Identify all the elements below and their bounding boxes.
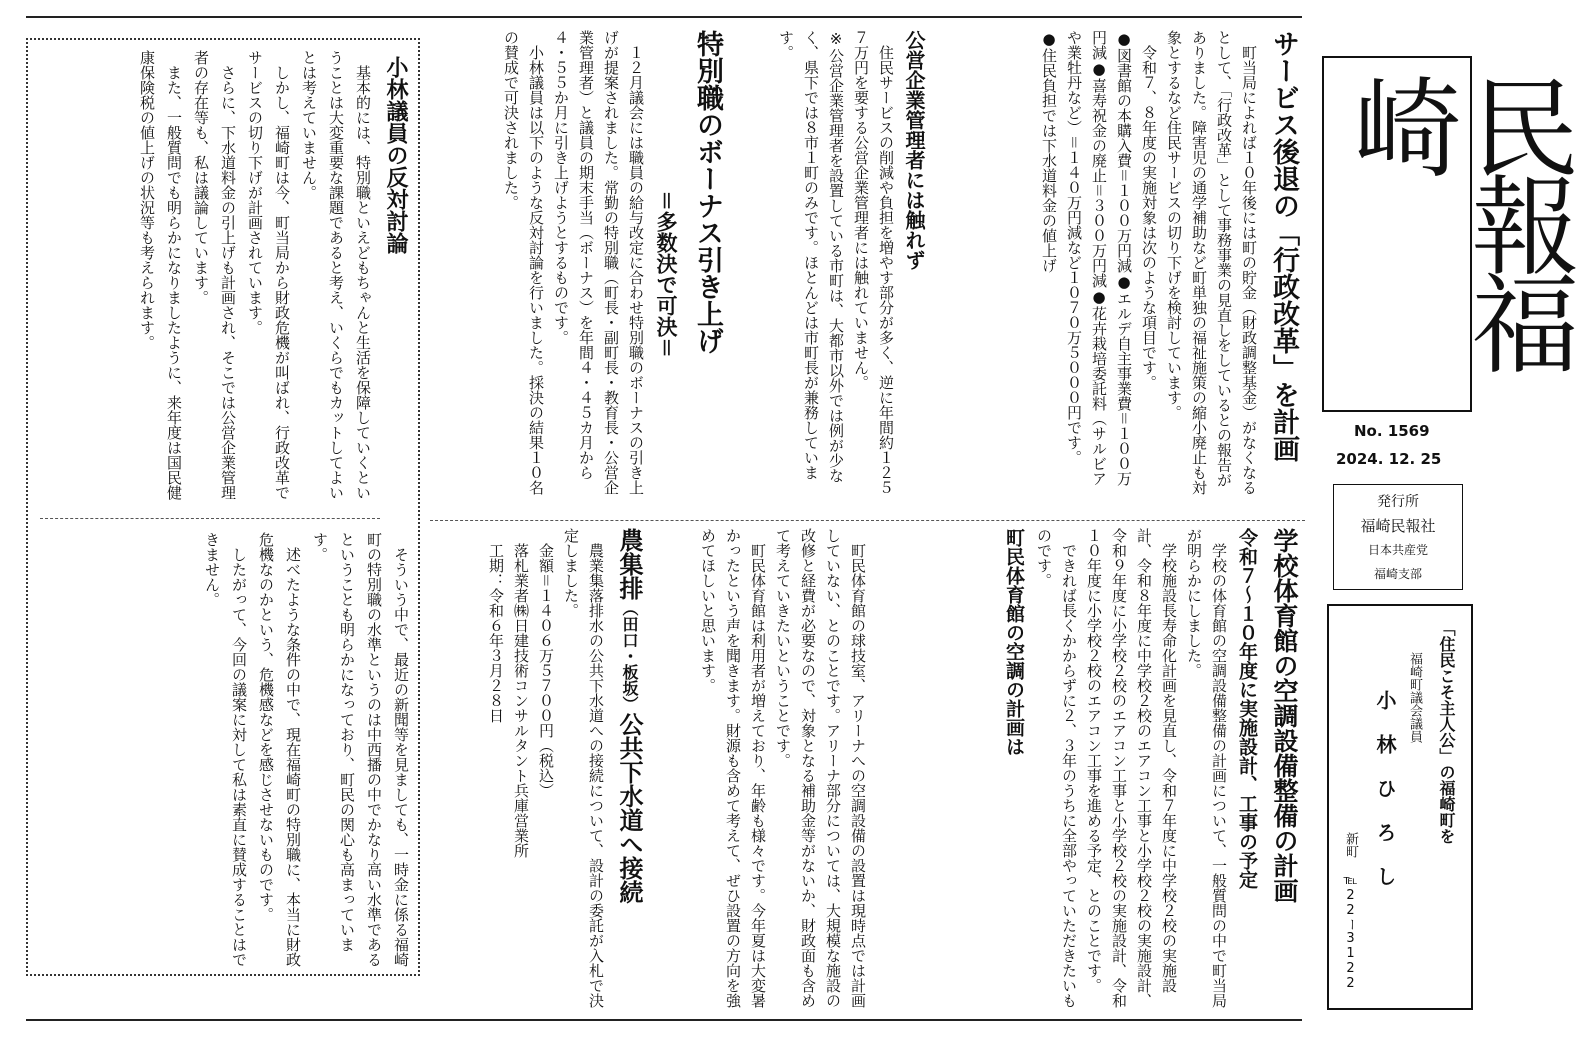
kobayashi-paragraph: そういう中で、最近の新聞等を見ましても、一時金に係る福崎町の特別職の水準というのは中西播の中でかなり高い水準であるということも明らかになっており、町民の関心も高まっています。	[311, 532, 410, 967]
gyokaku-headline: サービス後退の「行政改革」を計画	[1268, 30, 1299, 462]
bonus-headline: 特別職のボーナス引き上げ	[692, 30, 723, 354]
sewer-headline-paren: （田口・板坂）	[620, 600, 639, 712]
bonus-paragraph: １２月議会には職員の給与改定に合わせ特別職のボーナスの引き上げが提案されました。常勤の特別職（町長・副町長・教育長・公営企業管理者）と議員の期末手当（ボーナス）を年間４・４５カ月から４・５５か月に引き上げようとするものです。	[552, 30, 645, 495]
kobayashi-paragraph: 述べたような条件の中で、現在福崎町の特別職に、本当に財政危機なのかという、危機感などを感じさせないものです。	[257, 532, 302, 967]
gym-paragraph: 町民体育館の球技室、アリーナへの空調設備の設置は現時点では計画していない、とのことです。アリーナ部分については、大規模な施設の改修と経費が必要なので、対象となる補助金等がないか、財政面も含めて考えていきたいということです。	[774, 528, 867, 1008]
sewer-paragraph: 工期：令和６年３月２８日	[487, 528, 505, 723]
issue-date: 2024. 12. 25	[1336, 450, 1442, 468]
kobayashi-paragraph: したがって、今回の議案に対して私は素直に賛成することはできません。	[203, 532, 248, 967]
section-divider	[430, 520, 1305, 521]
gym-subhead: 令和７〜１０年度に実施設計、工事の予定	[1236, 528, 1258, 889]
bonus-subheadline: ＝多数決で可決＝	[654, 190, 678, 358]
article-kobayashi-bottom	[34, 532, 414, 972]
masthead-box	[1322, 56, 1578, 412]
sewer-headline-rest: 公共下水道へ接続	[615, 712, 643, 904]
gyokaku-paragraph: 町当局によれば１０年後には町の貯金（財政調整基金）がなくなるとして、「行政改革」として事務事業の見直しをしているとの報告がありました。障害児の通学補助など町単独の福祉施策の縮小廃止も対象とするなど住民サービスの切り下げを検討しています。	[1165, 30, 1258, 495]
gym-paragraph: 学校施設長寿命化計画を見直し、令和７年度に中学校２校の実施設計、令和８年度に中学校２校のエアコン工事と小学校２校の実施設計、令和９年度に小学校２校のエアコン工事と小学校２校の実施設計、令和１０年度に小学校２校のエアコン工事を進める予定、とのことです。	[1085, 528, 1178, 1008]
top-rule	[26, 16, 1302, 18]
publisher-box	[1333, 484, 1463, 590]
kobayashi-paragraph: さらに、下水道料金の引上げも計画され、そこでは公営企業管理者の存在等も、私は議論しています。	[192, 50, 237, 500]
sewer-headline-main: 農集排	[615, 528, 643, 600]
kobayashi-paragraph: しかし、福崎町は今、町当局から財政危機が叫ばれ、行政改革でサービスの切り下げが計画されています。	[246, 50, 291, 500]
sewer-headline	[608, 528, 650, 1008]
article-gym	[870, 528, 1305, 1008]
gym-subhead2: 町民体育館の空調の計画は	[1003, 528, 1025, 756]
kobayashi-headline: 小林議員の反対討論	[383, 56, 408, 254]
bonus-paragraph: 小林議員は以下のような反対討論を行いました。採決の結果１０名の賛成で可決されました。	[502, 30, 545, 495]
kanrisha-subhead: 公営企業管理者には触れず	[902, 30, 926, 270]
article-bonus	[445, 30, 730, 500]
gym-headline: 学校体育館の空調設備整備の計画	[1270, 528, 1299, 903]
publisher-label: 発行所	[1377, 494, 1419, 510]
article-gyokaku	[930, 30, 1305, 500]
sewer-paragraph: 金額＝１４０６万５７００円（税込）	[537, 528, 555, 798]
gym-paragraph: できれば長くかからずに２、３年のうちに全部やっていただきたいものです。	[1035, 528, 1078, 1008]
publisher-name: 福崎民報社	[1360, 517, 1436, 535]
gym-paragraph: 町民体育館は利用者が増えており、年齢も様々です。今年夏は大変暑かったという声を聞きます。財源も含めて考えて、ぜひ設置の方向を強めてほしいと思います。	[699, 528, 767, 1008]
sewer-paragraph: 落札業者㈱日建技術コンサルタント兵庫営業所	[512, 528, 530, 858]
article-kanrisha	[730, 30, 930, 500]
article-kobayashi-top	[34, 50, 414, 506]
member-role: 福崎町議会議員	[1407, 652, 1422, 743]
gym-paragraph: 学校の体育館の空調設備整備の計画について、一般質問の中で町当局が明らかにしました。	[1185, 528, 1228, 1008]
kanrisha-paragraph: 住民サービスの削減や負担を増やす部分が多く、逆に年間約１２５７万円を要する公営企業管理者には触れていません。	[852, 30, 895, 495]
branch-name: 福崎支部	[1373, 567, 1422, 581]
slogan: 「住民こそ主人公」の福崎町を	[1437, 620, 1456, 844]
article-gym-2	[650, 528, 870, 1008]
gyokaku-paragraph: ●図書館の本購入費＝１００万円減●エルデ自主事業費＝１００万円減●喜寿祝金の廃止＝３００万円減●花卉栽培委託料（サルビアや業牡丹など）＝１４０万円減など１０７０万５０００円です。	[1065, 30, 1133, 486]
kobayashi-paragraph: また、一般質問でも明らかになりましたように、来年度は国民健康保険税の値上げの状況等も考えられます。	[138, 50, 183, 500]
gyokaku-paragraph: ●住民負担では下水道料金の値上げ	[1040, 30, 1058, 273]
kobayashi-divider	[40, 518, 380, 519]
gyokaku-paragraph: 令和７、８年度の実施対象は次のような項目です。	[1140, 30, 1158, 390]
kanrisha-paragraph: ※公営企業管理者を設置している市町は、大都市以外では例が少なく、県下では８市１町のみです。ほとんどは市町長が兼務しています。	[777, 30, 845, 483]
member-address: 新町 ℡22ー3122	[1343, 832, 1358, 991]
kobayashi-paragraph: 基本的には、特別職といえどもちゃんと生活を保障していくということは大変重要な課題であると考え、いくらでもカットしてよいとは考えていません。	[300, 50, 372, 500]
sewer-paragraph: 農業集落排水の公共下水道への接続について、設計の委託が入札で決定しました。	[562, 528, 605, 1008]
member-name: 小 林 ひ ろ し	[1373, 690, 1397, 886]
masthead-title: 民報福崎	[1335, 72, 1578, 366]
party-name: 日本共産党	[1367, 543, 1428, 557]
article-sewer	[440, 528, 650, 1008]
issue-number: No. 1569	[1354, 422, 1430, 440]
member-box	[1327, 604, 1473, 1010]
bottom-rule	[26, 1019, 1302, 1021]
